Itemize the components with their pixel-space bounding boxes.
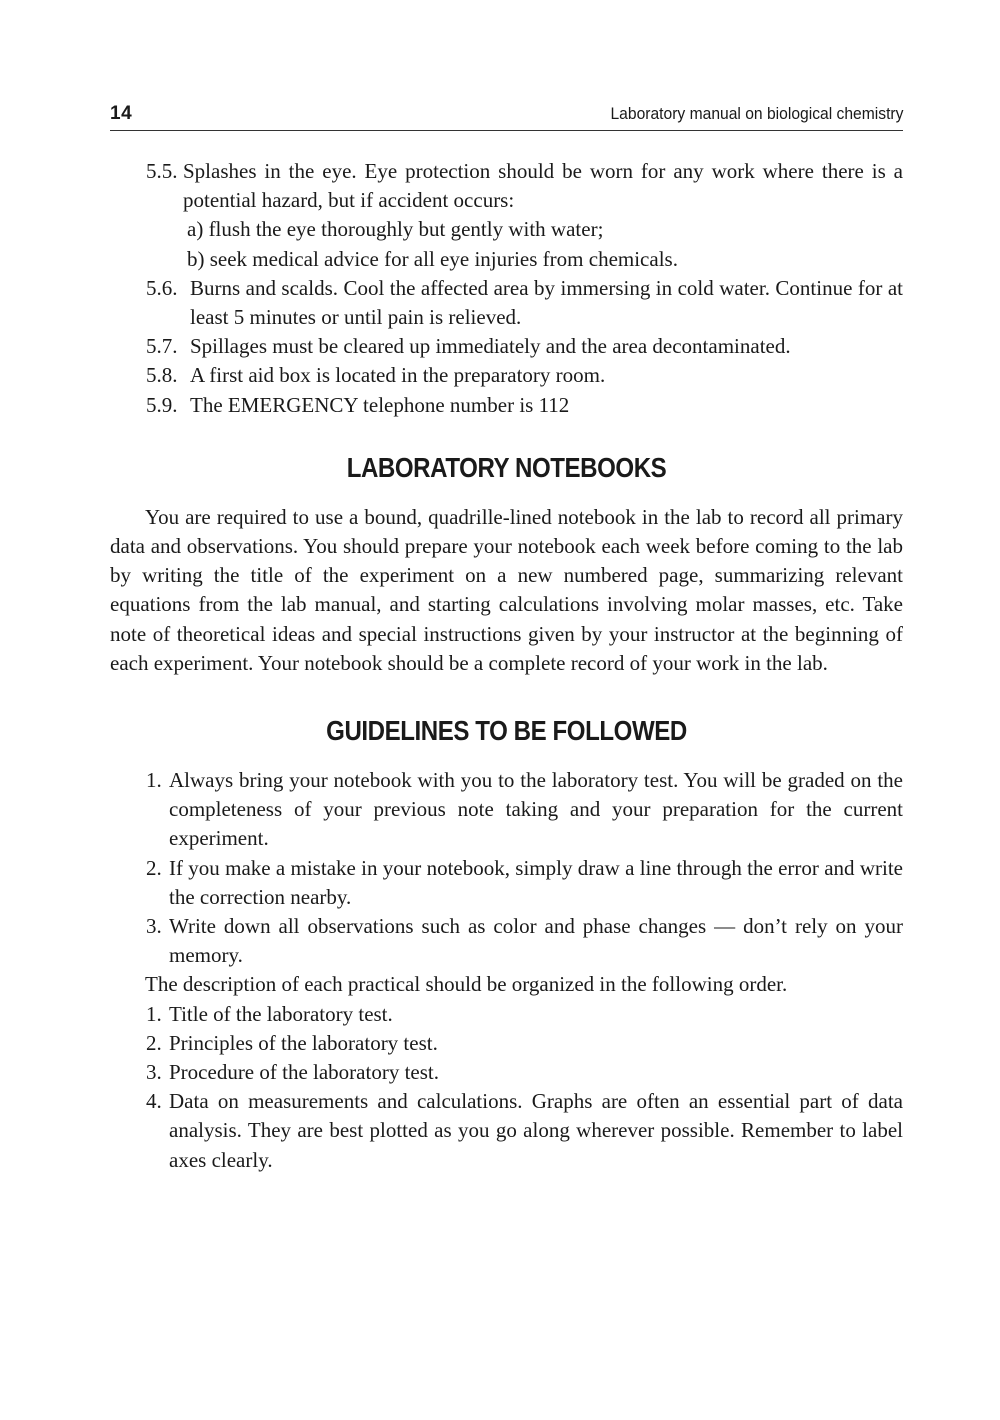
running-title: Laboratory manual on biological chemistry xyxy=(610,104,903,123)
item-text: Spillages must be cleared up immediately and the area decontaminated. xyxy=(190,334,791,359)
item-text: Always bring your notebook with you to the laboratory test. You will be graded on the completeness of your previous note taking and your preparation for the current experiment. xyxy=(169,768,903,851)
item-number: 3. xyxy=(146,914,162,939)
item-number: 5.7. xyxy=(146,334,178,359)
notebooks-paragraph: You are required to use a bound, quadrille-lined notebook in the lab to record all primary data and observations. You should prepare your notebook each week before coming to the lab by writing the title of the experiment on a new numbered page, summarizing relevant equations from the lab manual, and starting calculations involving molar masses, etc. Take note of theoretical ideas and special instructions given by your instructor at the beginning of each experiment. Your notebook should be a complete record of your work in the lab. xyxy=(110,504,903,675)
item-number: 5.9. xyxy=(146,392,178,417)
safety-item-5-5 xyxy=(110,157,903,215)
safety-item-5-8 xyxy=(110,361,903,390)
page-number: 14 xyxy=(110,103,133,124)
item-text: Principles of the laboratory test. xyxy=(169,1030,438,1055)
item-number: 2. xyxy=(146,1030,162,1055)
guidelines-heading: GUIDELINES TO BE FOLLOWED xyxy=(326,715,687,747)
item-number: 3. xyxy=(146,1060,162,1085)
item-text: If you make a mistake in your notebook, simply draw a line through the error and write the correction nearby. xyxy=(169,855,903,909)
order-intro-paragraph: The description of each practical should be organized in the following order. xyxy=(145,972,788,997)
order-item-3 xyxy=(110,1058,903,1087)
item-number: 5.5. xyxy=(146,159,178,183)
page-header xyxy=(110,100,903,131)
item-text: The EMERGENCY telephone number is 112 xyxy=(190,392,570,417)
item-number: 4. xyxy=(146,1089,162,1114)
page-content xyxy=(110,157,903,1175)
item-number: 2. xyxy=(146,855,162,880)
item-number: 5.8. xyxy=(146,363,178,388)
safety-item-5-6 xyxy=(110,274,903,332)
safety-item-5-9 xyxy=(110,391,903,420)
safety-subitem-a: a) flush the eye thoroughly but gently with water; xyxy=(187,217,604,242)
item-text: Splashes in the eye. Eye protection should be worn for any work where there is a potential hazard, but if accident occurs: xyxy=(183,159,903,213)
safety-subitem-b: b) seek medical advice for all eye injuries from chemicals. xyxy=(187,246,678,271)
guideline-item-1 xyxy=(110,766,903,854)
item-number: 5.6. xyxy=(146,275,178,300)
guideline-item-3 xyxy=(110,912,903,970)
safety-item-5-7 xyxy=(110,332,903,361)
item-text: A first aid box is located in the preparatory room. xyxy=(190,363,606,388)
order-item-1 xyxy=(110,1000,903,1029)
item-text: Title of the laboratory test. xyxy=(169,1001,393,1026)
item-text: Write down all observations such as color and phase changes — don’t rely on your memory. xyxy=(169,914,903,968)
item-text: Procedure of the laboratory test. xyxy=(169,1060,439,1085)
order-item-2 xyxy=(110,1029,903,1058)
order-item-4 xyxy=(110,1087,903,1175)
laboratory-notebooks-heading: LABORATORY NOTEBOOKS xyxy=(346,451,667,483)
item-text: Data on measurements and calculations. Graphs are often an essential part of data analysis. They are best plotted as you go along wherever possible. Remember to label axes clearly. xyxy=(169,1089,903,1172)
guideline-item-2 xyxy=(110,854,903,912)
item-text: Burns and scalds. Cool the affected area by immersing in cold water. Continue for at least 5 minutes or until pain is relieved. xyxy=(190,275,903,330)
item-number: 1. xyxy=(146,1001,162,1026)
item-number: 1. xyxy=(146,768,162,793)
